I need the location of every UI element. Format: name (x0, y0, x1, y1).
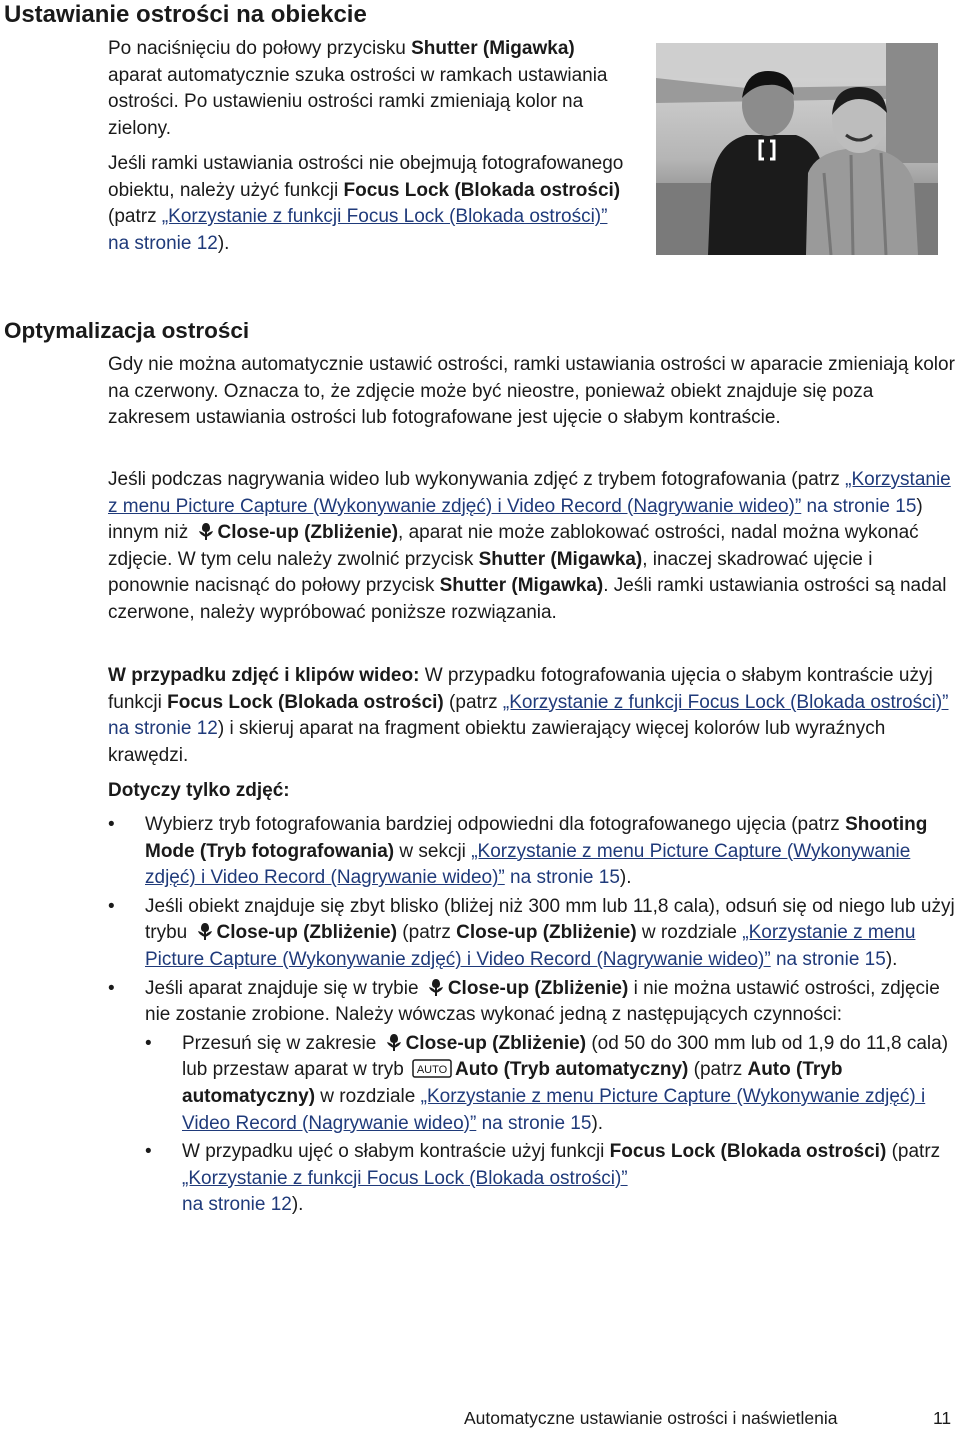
closeup-flower-icon (385, 1032, 403, 1052)
link-picture-capture-menu-3[interactable]: „Korzystanie z menu Picture Capture (Wykonywanie zdjęć) i Video Record (Nagrywanie wideo)” (145, 922, 916, 970)
bullet-glyph: • (108, 977, 115, 999)
bullet-glyph: • (108, 814, 115, 835)
section-heading-optimize: Optymalizacja ostrości (4, 318, 250, 343)
closeup-flower-icon (197, 521, 215, 541)
bullet-glyph: • (145, 1141, 152, 1163)
link-focus-lock-2[interactable]: „Korzystanie z funkcji Focus Lock (Blokada ostrości)” (502, 691, 949, 713)
auto-mode-label: AUTO (416, 1064, 448, 1077)
bullet-glyph: • (108, 895, 115, 917)
sub-list-item: • W przypadku ujęć o słabym kontraście użyj funkcji Focus Lock (Blokada ostrości) (patrz „Korzystanie z funkcji Focus Lock (Blokada ostrości)” na stronie 12). (145, 1141, 941, 1216)
list-item: • Wybierz tryb fotografowania bardziej odpowiedni dla fotografowanego ujęcia (patrz Shooting Mode (Tryb fotografowania) w sekcji „Korzystanie z menu Picture Capture (Wykonywanie zdjęć) i Video Record (Nagrywanie wideo)” na stronie 15). (108, 814, 928, 889)
sub-list-item: • Przesuń się w zakresie Close-up (Zbliżenie) (od 50 do 300 mm lub od 1,9 do 11,8 cala) lub przestaw aparat w tryb AUTO Auto (Tryb automatyczny) (patrz Auto (Tryb automatyczny) w rozdziale „Korzystanie z menu Picture Capture (Wykonywanie zdjęć) i Video Record (Nagrywanie wideo)” na stronie 15). (145, 1032, 949, 1134)
link-picture-capture-menu[interactable]: „Korzystanie z menu Picture Capture (Wykonywanie zdjęć) i Video Record (Nagrywanie wideo)” (108, 469, 951, 517)
paragraph-half-press: Po naciśnięciu do połowy przycisku Shutter (Migawka) aparat automatycznie szuka ostrości w ramkach ustawiania ostrości. Po ustawieniu ostrości ramki zmieniają kolor na zielony. (108, 38, 608, 139)
list-item: • Jeśli obiekt znajduje się zbyt blisko (bliżej niż 300 mm lub 11,8 cala), odsuń się od niego lub użyj trybu Close-up (Zbliżenie) (patrz Close-up (Zbliżenie) w rozdziale „Korzystanie z menu Picture Capture (Wykonywanie zdjęć) i Video Record (Nagrywanie wideo)” na stronie 15). (108, 895, 955, 970)
link-picture-capture-menu-2[interactable]: „Korzystanie z menu Picture Capture (Wykonywanie zdjęć) i Video Record (Nagrywanie wideo)” (145, 840, 911, 889)
auto-mode-icon (412, 1059, 452, 1078)
subheading-photos-only: Dotyczy tylko zdjęć: (108, 780, 290, 801)
paragraph-red-frames: Gdy nie można automatycznie ustawić ostrości, ramki ustawiania ostrości w aparacie zmieniają kolor na czerwony. Oznacza to, że zdjęcie może być nieostre, ponieważ obiekt znajduje się poza zakresem ustawiania ostrości lub fotografowane jest ujęcie o słabym kontraście. (108, 354, 955, 429)
photo-two-boys (656, 43, 938, 255)
link-focus-lock[interactable]: „Korzystanie z funkcji Focus Lock (Blokada ostrości)” (161, 206, 608, 228)
sub-bullet-list (145, 1031, 958, 1219)
link-focus-lock-3[interactable]: „Korzystanie z funkcji Focus Lock (Blokada ostrości)” (182, 1167, 628, 1189)
paragraph-focus-lock: Jeśli ramki ustawiania ostrości nie obejmują fotografowanego obiektu, należy użyć funkcji Focus Lock (Blokada ostrości) (patrz „Korzystanie z funkcji Focus Lock (Blokada ostrości)” na stronie 12). (108, 153, 624, 254)
section-heading-focus: Ustawianie ostrości na obiekcie (4, 1, 367, 28)
closeup-flower-icon (427, 977, 445, 997)
list-item: • Jeśli aparat znajduje się w trybie Close-up (Zbliżenie) i nie można ustawić ostrości, zdjęcie nie zostanie zrobione. Należy wówczas wykonać jedną z następujących czynności: • Przesuń się w zakresie Close-up (Zbliżenie) (od 50 do 300 mm lub od 1,9 do 11,8 cala) lub przestaw aparat w tryb AUTO Auto (Tryb automatyczny) (patrz Auto (Tryb automatyczny) w rozdziale „Korzystanie z menu Picture Capture (Wykonywanie zdjęć) i Video Record (Nagrywanie wideo)” na stronie 15). • W przypadku ujęć o słabym kontraście użyj funkcji Focus Lock (Blokada ostrości) (patrz „Korzystanie z funkcji Focus Lock (Blokada ostrości)” na stronie 12). (108, 976, 958, 1219)
link-picture-capture-menu-4[interactable]: „Korzystanie z menu Picture Capture (Wykonywanie zdjęć) i Video Record (Nagrywanie wideo)” (182, 1085, 926, 1134)
paragraph-video-shooting: Jeśli podczas nagrywania wideo lub wykonywania zdjęć z trybem fotografowania (patrz „Korzystanie z menu Picture Capture (Wykonywanie zdjęć) i Video Record (Nagrywanie wideo)” na stronie 15) innym niż Close-up (Zbliżenie), aparat nie może zablokować ostrości, nadal można wykonać zdjęcie. W tym celu należy zwolnić przycisk Shutter (Migawka), inaczej skadrować ujęcie i ponownie nacisnąć do połowy przycisk Shutter (Migawka). Jeśli ramki ustawiania ostrości są nadal czerwone, należy wypróbować poniższe rozwiązania. (108, 469, 951, 623)
footer-chapter-title: Automatyczne ustawianie ostrości i naświetlenia (464, 1408, 838, 1428)
paragraph-low-contrast: W przypadku zdjęć i klipów wideo: W przypadku fotografowania ujęcia o słabym kontraście użyj funkcji Focus Lock (Blokada ostrości) (patrz „Korzystanie z funkcji Focus Lock (Blokada ostrości)” na stronie 12) i skieruj aparat na fragment obiektu zawierający więcej kolorów lub wyraźnych krawędzi. (108, 665, 949, 766)
bullet-glyph: • (145, 1032, 152, 1054)
closeup-flower-icon (196, 921, 214, 941)
bullet-list (108, 812, 958, 1219)
page-number: 11 (933, 1408, 952, 1428)
